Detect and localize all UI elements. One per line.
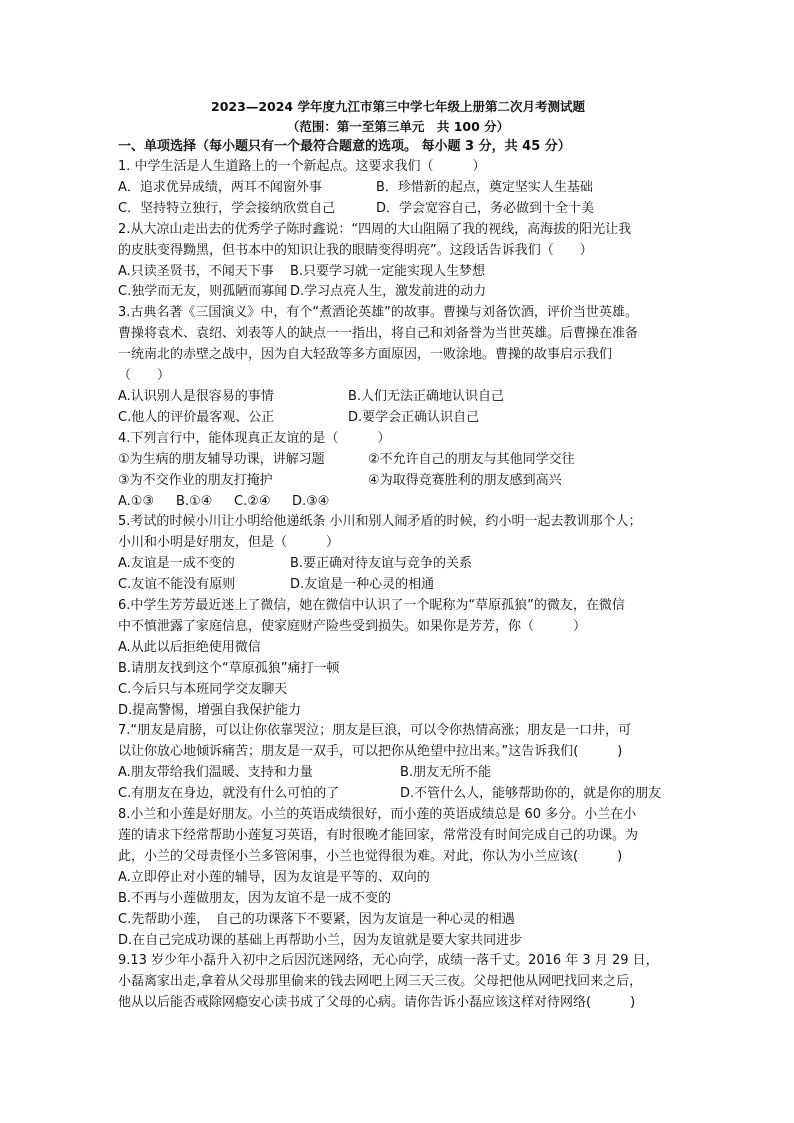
option: B.朋友无所不能 bbox=[400, 765, 492, 781]
question-9 bbox=[118, 951, 678, 1014]
question-stem: 此，小兰的父母责怪小兰多管闲事，小兰也觉得很为难。对此，你认为小兰应该( ) bbox=[118, 848, 623, 864]
question-stem: 小川和小明是好朋友，但是（ ） bbox=[118, 535, 340, 551]
section-heading: 一、单项选择（每小题只有一个最符合题意的选项。 每小题 3 分，共 45 分） bbox=[118, 139, 571, 154]
option: A．追求优异成绩，两耳不闻窗外事 bbox=[118, 179, 322, 195]
option: D.要学会正确认识自己 bbox=[348, 409, 480, 425]
question-stem: 5.考试的时候小川让小明给他递纸条 小川和别人闹矛盾的时候，约小明一起去教训那个人； bbox=[118, 514, 642, 530]
option-row bbox=[118, 199, 678, 220]
option: B.人们无法正确地认识自己 bbox=[348, 388, 505, 404]
question-7 bbox=[118, 721, 678, 805]
option: D.友谊是一种心灵的相通 bbox=[290, 577, 435, 593]
option-row bbox=[118, 889, 678, 910]
option-row bbox=[118, 701, 678, 722]
option: B.只要学习就一定能实现人生梦想 bbox=[290, 263, 486, 279]
question-stem: 小磊离家出走,拿着从父母那里偷来的钱去网吧上网三天三夜。父母把他从网吧找回来之后， bbox=[118, 974, 643, 990]
question-3 bbox=[118, 303, 678, 428]
option: B．珍惜新的起点，奠定坚实人生基础 bbox=[376, 179, 593, 195]
option: D.学习点亮人生，激发前进的动力 bbox=[290, 284, 487, 300]
option: B.要正确对待友谊与竞争的关系 bbox=[290, 556, 473, 572]
question-stem: 1. 中学生活是人生道路上的一个新起点。这要求我们（ ） bbox=[118, 159, 486, 174]
question-stem: 中不慎泄露了家庭信息，使家庭财产险些受到损失。如果你是芳芳，你（ ） bbox=[118, 618, 587, 634]
option: ②不允许自己的朋友与其他同学交往 bbox=[368, 451, 575, 467]
option-row bbox=[118, 450, 678, 471]
question-5 bbox=[118, 512, 678, 596]
option: B.不再与小莲做朋友，因为友谊不是一成不变的 bbox=[118, 890, 392, 906]
question-list bbox=[118, 157, 678, 1014]
option: ③为不交作业的朋友打掩护 bbox=[118, 472, 273, 488]
option: C.他人的评价最客观、公正 bbox=[118, 409, 275, 425]
option-row bbox=[118, 638, 678, 659]
option: D.不管什么人，能够帮助你的，就是你的朋友 bbox=[400, 786, 662, 802]
question-stem: 的皮肤变得黝黑，但书本中的知识让我的眼睛变得明亮”。这段话告诉我们（ ） bbox=[118, 242, 593, 258]
option: A.认识别人是很容易的事情 bbox=[118, 388, 274, 404]
option-row bbox=[118, 659, 678, 680]
option-row bbox=[118, 262, 678, 283]
option: A.友谊是一成不变的 bbox=[118, 556, 235, 572]
option-row bbox=[118, 575, 678, 596]
question-stem: 4.下列言行中，能体现真正友谊的是（ ） bbox=[118, 430, 391, 446]
option-row bbox=[118, 387, 678, 408]
question-2 bbox=[118, 220, 678, 304]
option: C．坚持特立独行，学会接纳欣赏自己 bbox=[118, 200, 336, 216]
question-stem: 2.从大凉山走出去的优秀学子陈时鑫说：“四周的大山阻隔了我的视线，高海拔的阳光让我 bbox=[118, 221, 632, 237]
option-row bbox=[118, 784, 678, 805]
option: D．学会宽容自己，务必做到十全十美 bbox=[376, 200, 595, 216]
option: ①为生病的朋友辅导功课，讲解习题 bbox=[118, 451, 325, 467]
question-stem: 曹操将袁术、袁绍、刘表等人的缺点一一指出，将自己和刘备誉为当世英雄。后曹操在准备 bbox=[118, 326, 639, 342]
exam-range: （范围：第一至第三单元 共 100 分） bbox=[286, 119, 510, 134]
exam-page bbox=[118, 97, 678, 1014]
option: C.今后只与本班同学交友聊天 bbox=[118, 681, 288, 697]
option: ④为取得竞赛胜利的朋友感到高兴 bbox=[368, 472, 562, 488]
option: D.提高警惕，增强自我保护能力 bbox=[118, 702, 302, 718]
option-row bbox=[118, 492, 678, 513]
option: A.从此以后拒绝使用微信 bbox=[118, 639, 261, 655]
option-row bbox=[118, 868, 678, 889]
option: C.友谊不能没有原则 bbox=[118, 577, 236, 593]
question-1 bbox=[118, 157, 678, 220]
option-row bbox=[118, 282, 678, 303]
option-row bbox=[118, 931, 678, 952]
option: A.朋友带给我们温暖、支持和力量 bbox=[118, 765, 313, 781]
option-row bbox=[118, 178, 678, 199]
option-row bbox=[118, 471, 678, 492]
option: D.在自己完成功课的基础上再帮助小兰，因为友谊就是要大家共同进步 bbox=[118, 932, 523, 948]
option: D.③④ bbox=[292, 493, 330, 509]
option-row bbox=[118, 763, 678, 784]
option: C.②④ bbox=[234, 493, 271, 509]
question-stem: 6.中学生芳芳最近迷上了微信，她在微信中认识了一个昵称为“草原孤狼”的微友，在微信 bbox=[118, 598, 625, 614]
option-row bbox=[118, 554, 678, 575]
exam-title: 2023—2024 学年度九江市第三中学七年级上册第二次月考测试题 bbox=[211, 99, 585, 114]
option-row bbox=[118, 680, 678, 701]
question-stem: 3.古典名著《三国演义》中，有个“煮酒论英雄”的故事。曹操与刘备饮酒，评价当世英雄。 bbox=[118, 305, 638, 321]
question-8 bbox=[118, 805, 678, 951]
option: A.立即停止对小莲的辅导，因为友谊是平等的、双向的 bbox=[118, 869, 430, 885]
question-stem: 9.13 岁少年小磊升入初中之后因沉迷网络，无心向学，成绩一落千丈。2016 年 3 月 29 日， bbox=[118, 953, 659, 969]
option: B.请朋友找到这个“草原孤狼”痛打一顿 bbox=[118, 660, 340, 676]
question-stem: 他从以后能否戒除网瘾安心读书成了父母的心病。请你告诉小磊应该这样对待网络( ) bbox=[118, 995, 636, 1011]
option: A.只读圣贤书，不闻天下事 bbox=[118, 263, 274, 279]
option: B.①④ bbox=[176, 493, 213, 509]
option: C.先帮助小莲， 自己的功课落下不要紧，因为友谊是一种心灵的相遇 bbox=[118, 911, 515, 927]
question-stem: 一统南北的赤壁之战中，因为自大轻敌等多方面原因，一败涂地。曹操的故事启示我们 bbox=[118, 347, 613, 363]
option-row bbox=[118, 910, 678, 931]
option-row bbox=[118, 408, 678, 429]
question-6 bbox=[118, 596, 678, 721]
question-stem: 莲的请求下经常帮助小莲复习英语，有时很晚才能回家，常常没有时间完成自己的功课。为 bbox=[118, 828, 639, 843]
question-stem: 7.“朋友是肩膀，可以让你依靠哭泣；朋友是巨浪，可以令你热情高涨；朋友是一口井，可 bbox=[118, 723, 632, 739]
option: C.有朋友在身边，就没有什么可怕的了 bbox=[118, 786, 340, 802]
option: C.独学而无友，则孤陋而寡闻 bbox=[118, 284, 288, 300]
option: A.①③ bbox=[118, 493, 155, 509]
question-stem: 8.小兰和小莲是好朋友。小兰的英语成绩很好，而小莲的英语成绩总是 60 多分。小兰在小 bbox=[118, 807, 637, 823]
question-stem: 以让你放心地倾诉痛苦；朋友是一双手，可以把你从绝望中拉出来。”这告诉我们( ) bbox=[118, 744, 623, 760]
question-4 bbox=[118, 429, 678, 513]
question-stem: （ ） bbox=[118, 368, 171, 384]
